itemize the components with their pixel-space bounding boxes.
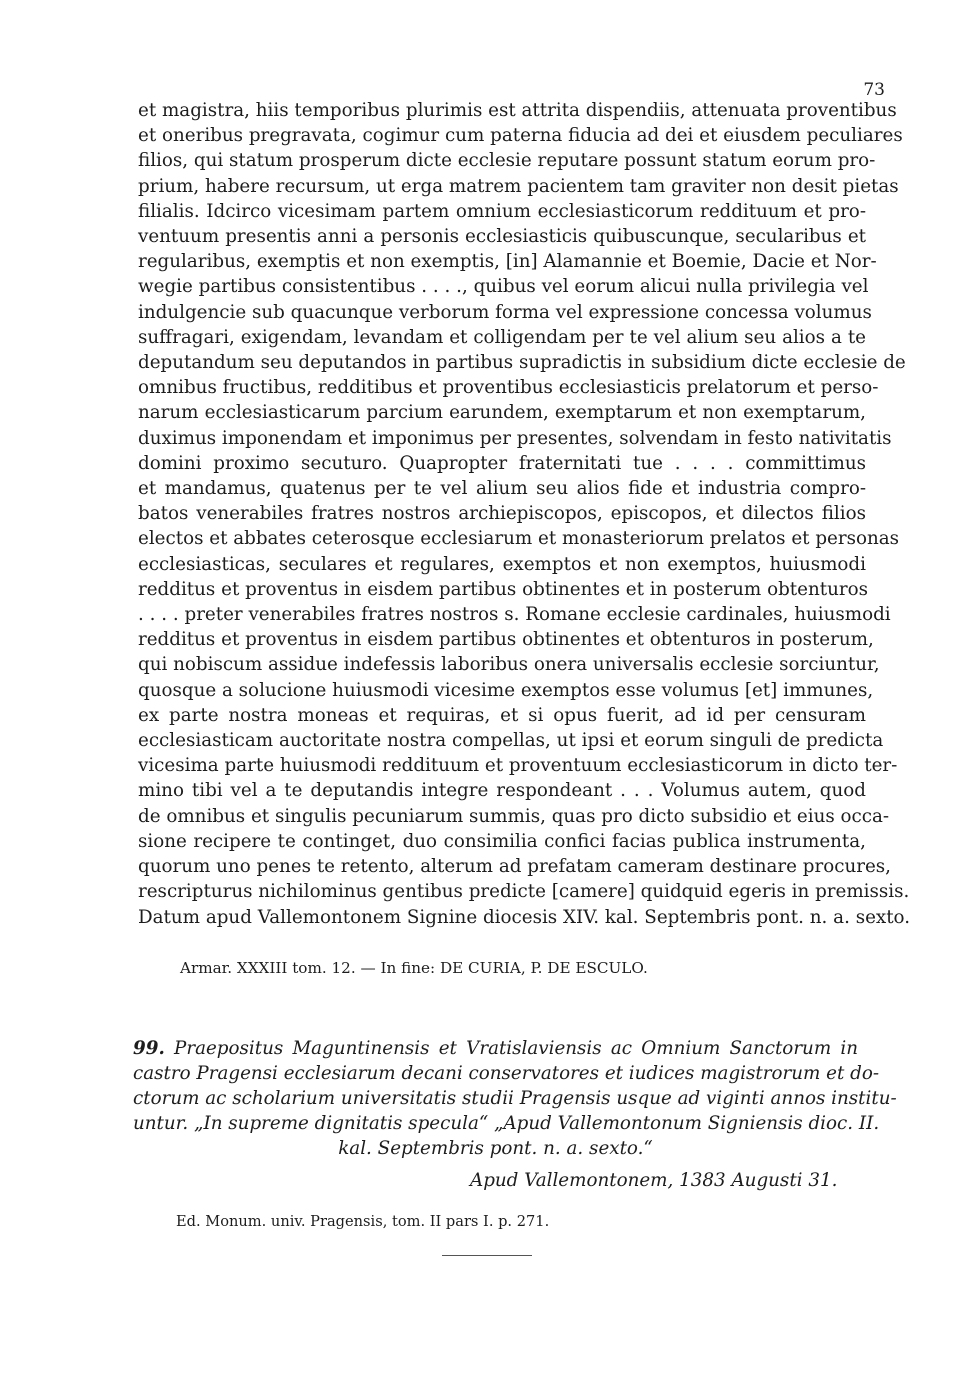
body-line: de omnibus et singulis pecuniarum summis, quas pro dicto subsidio et eius occa- [138,805,890,827]
body-line: domini proximo secuturo. Quapropter fraternitati tue . . . . committimus [138,452,866,474]
place-and-date: Apud Vallemontonem, 1383 Augusti 31. [470,1170,838,1191]
body-line: ventuum presentis anni a personis ecclesiasticis quibuscunque, secularibus et [138,226,866,248]
body-line: Datum apud Vallemontonem Signine diocesis XIV. kal. Septembris pont. n. a. sexto. [138,906,911,928]
body-line: deputandum seu deputandos in partibus supradictis in subsidium dicte ecclesie de [138,352,906,374]
body-line: prium, habere recursum, ut erga matrem pacientem tam graviter non desit pietas [138,175,899,197]
body-line: suffragari, exigendam, levandam et colligendam per te vel alium seu alios a te [138,326,866,348]
body-line: filialis. Idcirco vicesimam partem omnium ecclesiasticorum reddituum et pro- [138,200,866,222]
archival-source-note: Armar. XXXIII tom. 12. — In fine: DE CURIA, P. DE ESCULO. [180,959,648,977]
body-line: electos et abbates ceterosque ecclesiarum et monasteriorum prelatos et personas [138,528,900,550]
body-line: ecclesiasticas, seculares et regulares, exemptos et non exemptos, huiusmodi [138,553,866,575]
document-body [138,98,911,930]
regest-line: untur. „In supreme dignitatis specula“ „Apud Vallemontonum Signiensis dioc. II. [133,1113,880,1134]
body-line: vicesima parte huiusmodi reddituum et proventuum ecclesiasticorum in dicto ter- [138,755,898,777]
body-line: quorum uno penes te retento, alterum ad prefatam cameram destinare procures, [138,856,891,878]
closing-rule [442,1255,532,1256]
body-line: quosque a solucione huiusmodi vicesime exemptos esse volumus [et] immunes, [138,679,874,701]
regest-line: ctorum ac scholarium universitatis studii Pragensis usque ad viginti annos institu- [133,1088,897,1109]
regest-line: castro Pragensi ecclesiarum decani conservatores et iudices magistrorum et do- [133,1063,879,1084]
edition-reference: Ed. Monum. univ. Pragensis, tom. II pars I. p. 271. [176,1213,550,1230]
body-line: redditus et proventus in eisdem partibus obtinentes et in posterum obtenturos [138,578,868,600]
regest-99 [133,1036,897,1161]
body-line: duximus imponendam et imponimus per presentes, solvendam in festo nativitatis [138,427,892,449]
body-line: wegie partibus consistentibus . . . ., quibus vel eorum alicui nulla privilegia vel [138,276,869,298]
body-line: . . . . preter venerabiles fratres nostros s. Romane ecclesie cardinales, huiusmodi [138,604,891,626]
body-line: qui nobiscum assidue indefessis laboribus onera universalis ecclesie sorciuntur, [138,654,880,676]
page-number: 73 [863,80,885,100]
body-line: ecclesiasticam auctoritate nostra compellas, ut ipsi et eorum singuli de predicta [138,730,884,752]
body-line: et oneribus pregravata, cogimur cum paterna fiducia ad dei et eiusdem peculiares [138,125,903,147]
body-line: et magistra, hiis temporibus plurimis est attrita dispendiis, attenuata proventibus [138,100,897,121]
body-line: ex parte nostra moneas et requiras, et si opus fuerit, ad id per censuram [138,704,866,726]
body-line: filios, qui statum prosperum dicte ecclesie reputare possunt statum eorum pro- [138,150,876,172]
body-line: batos venerabiles fratres nostros archiepiscopos, episcopos, et dilectos filios [138,503,866,525]
body-line: sione recipere te continget, duo consimilia confici facias publica instrumenta, [138,830,866,852]
body-line: rescripturus nichilominus gentibus predicte [camere] quidquid egeris in premissis. [138,881,910,903]
body-line: redditus et proventus in eisdem partibus obtinentes et obtenturos in posterum, [138,629,874,651]
body-line: mino tibi vel a te deputandis integre respondeant . . . Volumus autem, quod [138,780,866,802]
body-line: narum ecclesiasticarum parcium earundem, exemptarum et non exemptarum, [138,402,866,424]
regest-line: kal. Septembris pont. n. a. sexto.“ [338,1138,653,1159]
body-line: omnibus fructibus, redditibus et proventibus ecclesiasticis prelatorum et perso- [138,377,879,399]
regest-number: 99. [133,1038,165,1059]
regest-line-text: Praepositus Maguntinensis et Vratislaviensis ac Omnium Sanctorum in [174,1038,859,1059]
body-line: regularibus, exemptis et non exemptis, [in] Alamannie et Boemie, Dacie et Nor- [138,251,877,273]
body-line: indulgencie sub quacunque verborum forma vel expressione concessa volumus [138,301,872,323]
body-line: et mandamus, quatenus per te vel alium seu alios fide et industria compro- [138,478,866,500]
regest-line [133,1036,858,1061]
